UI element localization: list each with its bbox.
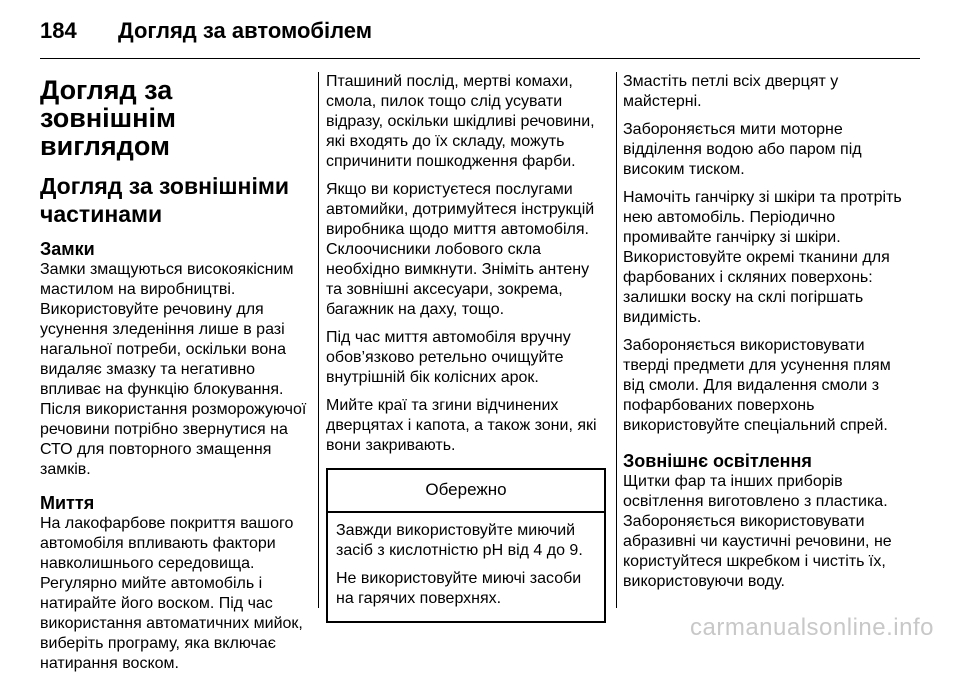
paragraph: Якщо ви користуєтеся послугами автомийки, дотримуйтеся інструкцій виробника щодо миття автомобіля. Склоочисники лобового скла необхідно вимкнути. Зніміть антену та зовнішні аксесуари, зокрема, багажник на даху, тощо. [326, 181, 595, 318]
paragraph: Забороняється мити моторне відділення водою або паром під високим тиском. [623, 121, 862, 178]
column-1 [40, 72, 310, 686]
column-divider-1 [318, 72, 319, 608]
washing-heading: Миття [40, 493, 95, 513]
column-3 [623, 72, 908, 600]
locks-heading: Замки [40, 239, 95, 259]
lighting-text: Щитки фар та інших приборів освітлення виготовлено з пластика. Забороняється використовувати абразивні чи каустичні речовини, не користуйтеся шкребком і чистіть їх, використовуючи воду. [623, 473, 892, 590]
washing-text: На лакофарбове покриття вашого автомобіля впливають фактори навколишнього середовища. Регулярно мийте автомобіль і натирайте його воском. Під час використання автоматичних мийок, виберіть програму, яка включає натирання воском. [40, 515, 303, 672]
page-header [40, 14, 920, 48]
section-title: Догляд за зовнішнім виглядом [40, 75, 176, 161]
paragraph: Намочіть ганчірку зі шкіри та протріть нею автомобіль. Періодично промивайте ганчірку зі шкіри. Використовуйте окремі тканини для фарбованих і скляних поверхонь: залишки воску на склі погіршать видимість. [623, 189, 902, 326]
caution-text: Не використовуйте миючі засоби на гарячих поверхнях. [336, 570, 582, 607]
caution-box [326, 468, 606, 623]
column-2 [326, 72, 606, 623]
paragraph: Змастіть петлі всіх дверцят у майстерні. [623, 73, 839, 110]
caution-body [328, 513, 604, 621]
paragraph: Мийте краї та згини відчинених дверцятах і капота, а також зони, які вони закривають. [326, 397, 597, 454]
header-divider [40, 58, 920, 59]
paragraph: Пташиний послід, мертві комахи, смола, пилок тощо слід усувати відразу, оскільки шкідливі речовини, які входять до їх складу, можуть спричинити пошкодження фарби. [326, 73, 595, 170]
paragraph: Забороняється використовувати тверді предмети для усунення плям від смоли. Для видалення смоли з пофарбованих поверхонь використовуйте спеціальний спрей. [623, 337, 891, 434]
subsection-title: Догляд за зовнішніми частинами [40, 173, 289, 227]
caution-title: Обережно [328, 470, 604, 513]
caution-text: Завжди використовуйте миючий засіб з кислотністю pH від 4 до 9. [336, 522, 583, 559]
lighting-heading: Зовнішнє освітлення [623, 451, 812, 471]
column-divider-2 [616, 72, 617, 608]
page-header-title: Догляд за автомобілем [118, 18, 373, 43]
paragraph: Під час миття автомобіля вручну обов’язково ретельно очищуйте внутрішній бік колісних арок. [326, 329, 571, 386]
watermark: carmanualsonline.info [690, 614, 934, 641]
locks-text: Замки змащуються високоякісним мастилом на виробництві. Використовуйте речовину для усунення зледеніння лише в разі нагальної потреби, оскільки вона видаляє змазку та негативно впливає на функцію блокування. Після використання розморожуючої речовини потрібно звернутися на СТО для повторного змащення замків. [40, 261, 307, 478]
page-number: 184 [40, 18, 77, 43]
